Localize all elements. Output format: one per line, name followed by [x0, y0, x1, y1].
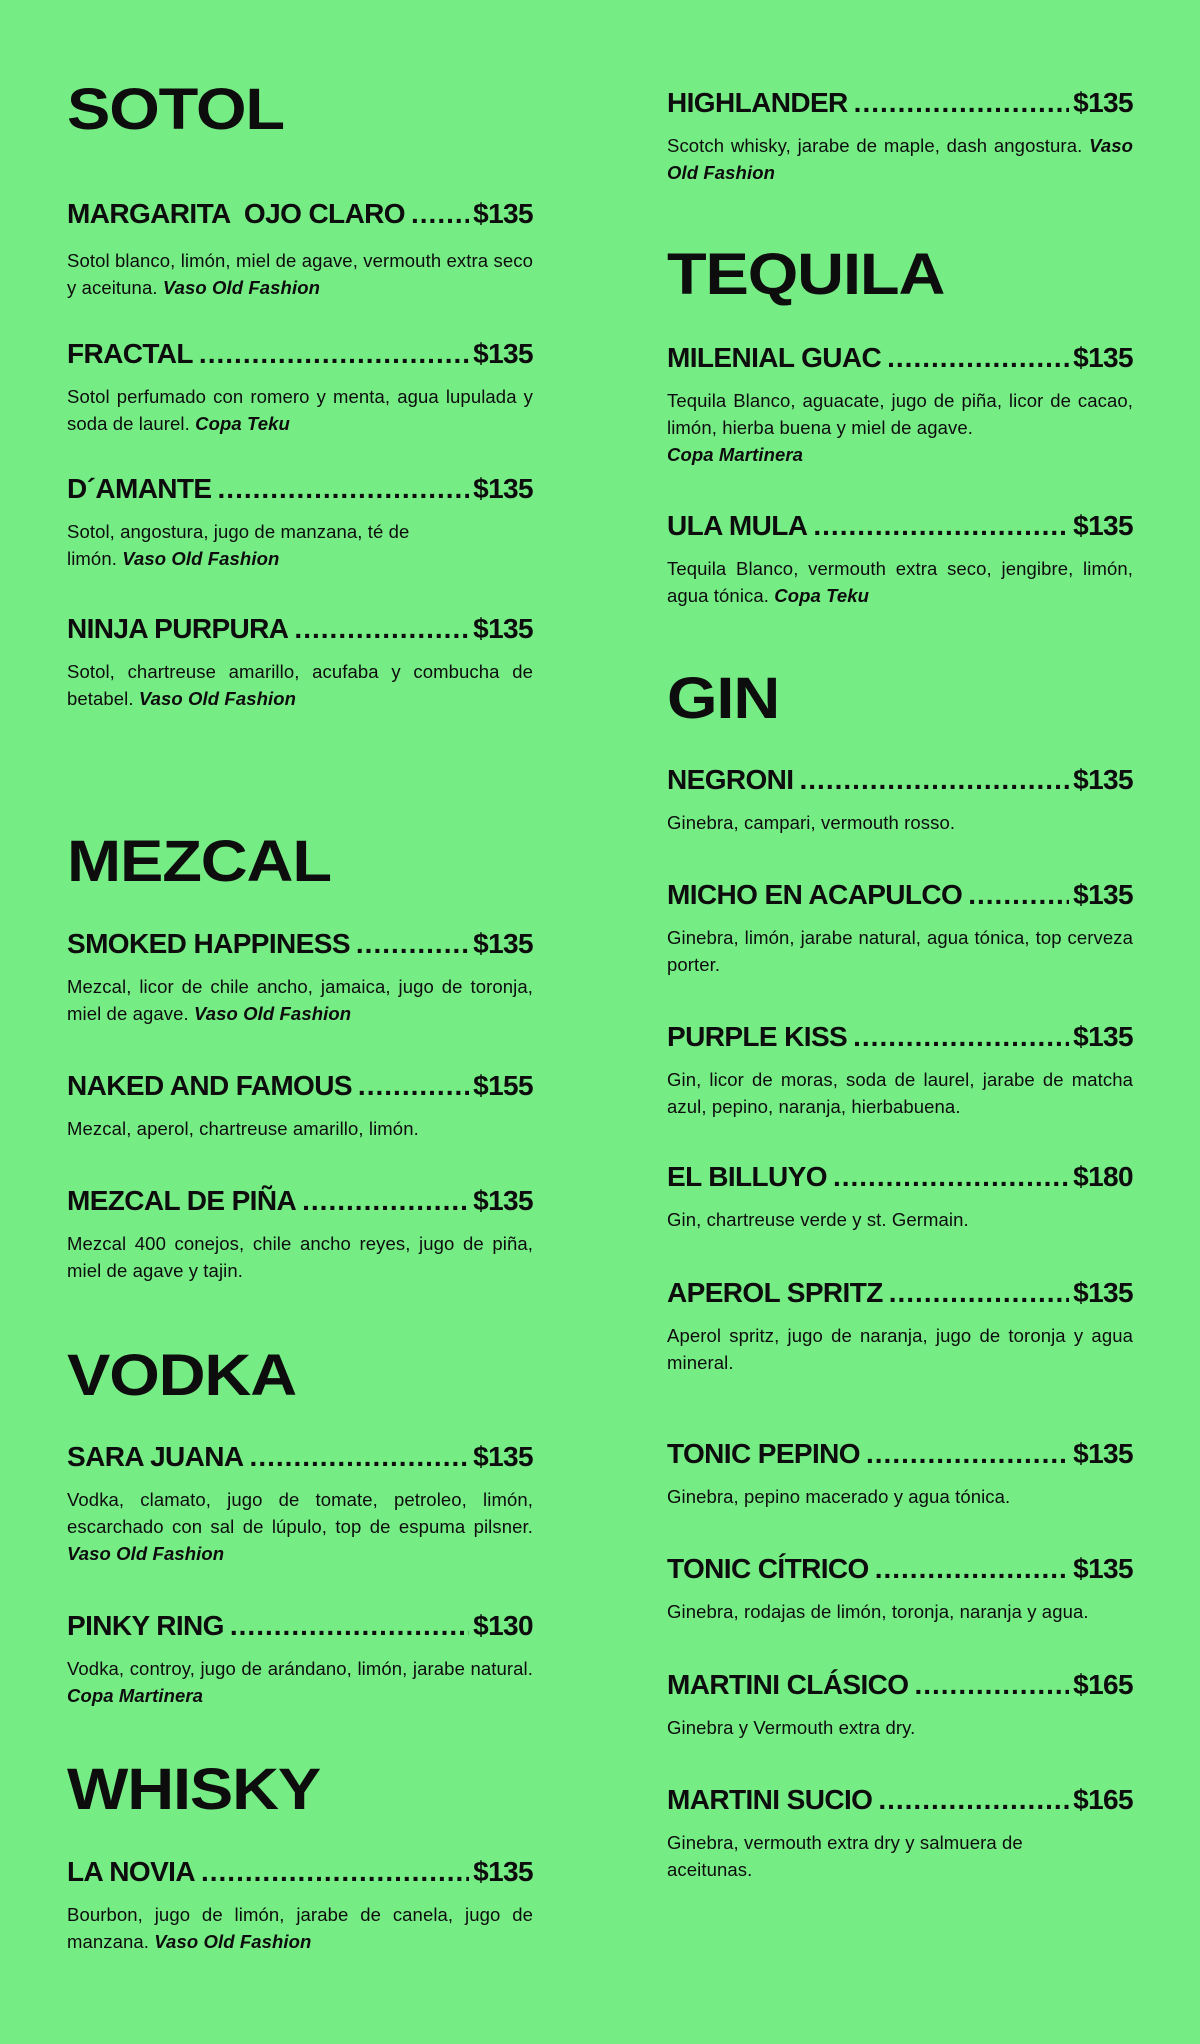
item-description: Vodka, clamato, jugo de tomate, petroleo, limón, escarchado con sal de lúpulo, top de espuma pilsner. Vaso Old Fashion [67, 1489, 533, 1564]
item-price: $135 [473, 338, 533, 369]
dot-leader [411, 197, 469, 231]
item-description: Bourbon, jugo de limón, jarabe de canela, jugo de manzana. Vaso Old Fashion [67, 1904, 533, 1952]
glass-type: Vaso Old Fashion [154, 1931, 312, 1952]
item-name: MARTINI CLÁSICO [667, 1669, 909, 1700]
item-name: D´AMANTE [67, 473, 212, 504]
item-price: $135 [1073, 87, 1133, 118]
glass-type: Vaso Old Fashion [67, 1543, 225, 1564]
dot-leader [887, 341, 1069, 375]
item-description: Sotol, chartreuse amarillo, acufaba y combucha de betabel. Vaso Old Fashion [67, 661, 533, 709]
dot-leader [866, 1437, 1069, 1471]
menu-item [67, 1855, 533, 1955]
item-name: MARGARITA OJO CLARO [67, 198, 405, 229]
item-name: ULA MULA [667, 510, 808, 541]
menu-item [667, 1160, 1133, 1233]
section-title-gin: GIN [667, 666, 780, 731]
item-description: Gin, chartreuse verde y st. Germain. [667, 1209, 969, 1230]
item-price: $135 [473, 198, 533, 229]
item-name: FRACTAL [67, 338, 193, 369]
glass-type: Vaso Old Fashion [667, 135, 1133, 183]
menu-item [67, 1069, 533, 1142]
menu-item [67, 1609, 533, 1709]
item-price: $135 [1073, 879, 1133, 910]
item-price: $135 [473, 1856, 533, 1887]
glass-type: Vaso Old Fashion [193, 1003, 352, 1024]
item-name: PINKY RING [67, 1610, 224, 1641]
item-price: $130 [473, 1610, 533, 1641]
dot-leader [250, 1440, 470, 1474]
item-description: Gin, licor de moras, soda de laurel, jarabe de matcha azul, pepino, naranja, hierbabuena. [667, 1069, 1133, 1117]
glass-type: Copa Martinera [67, 1685, 204, 1706]
item-price: $135 [1073, 342, 1133, 373]
item-name: TONIC CÍTRICO [667, 1553, 869, 1584]
item-price: $135 [473, 1441, 533, 1472]
item-name: NAKED AND FAMOUS [67, 1070, 352, 1101]
dot-leader [854, 86, 1069, 120]
glass-type: Copa Teku [774, 585, 870, 606]
dot-leader [302, 1184, 469, 1218]
menu-item [667, 1437, 1133, 1510]
item-description: Ginebra, pepino macerado y agua tónica. [667, 1486, 1011, 1507]
item-name: MARTINI SUCIO [667, 1784, 873, 1815]
item-price: $165 [1073, 1669, 1133, 1700]
menu-item [667, 1783, 1133, 1883]
item-name: PURPLE KISS [667, 1021, 848, 1052]
item-name: SARA JUANA [67, 1441, 244, 1472]
dot-leader [878, 1783, 1069, 1817]
menu-item [667, 341, 1133, 468]
item-name: NINJA PURPURA [67, 613, 289, 644]
menu-item [67, 337, 533, 437]
item-price: $135 [473, 613, 533, 644]
menu-item [667, 1020, 1133, 1120]
item-name: LA NOVIA [67, 1856, 195, 1887]
item-description: Aperol spritz, jugo de naranja, jugo de toronja y agua mineral. [667, 1325, 1133, 1373]
item-price: $135 [1073, 764, 1133, 795]
item-price: $135 [473, 928, 533, 959]
item-price: $180 [1073, 1161, 1133, 1192]
glass-type: Copa Martinera [667, 444, 804, 465]
item-description: Scotch whisky, jarabe de maple, dash angostura. Vaso Old Fashion [667, 135, 1133, 183]
menu-item [67, 1184, 533, 1284]
item-price: $155 [473, 1070, 533, 1101]
menu-item [67, 197, 533, 301]
section-title-tequila: TEQUILA [667, 242, 945, 307]
item-price: $135 [473, 1185, 533, 1216]
section-title-whisky: WHISKY [67, 1757, 321, 1822]
menu-item [667, 509, 1133, 609]
menu-item [67, 472, 533, 572]
item-name: SMOKED HAPPINESS [67, 928, 350, 959]
item-price: $135 [1073, 1021, 1133, 1052]
item-description: Ginebra, vermouth extra dry y salmuera de aceitunas. [667, 1832, 1023, 1880]
menu-item [667, 86, 1133, 186]
item-price: $135 [1073, 1277, 1133, 1308]
item-name: HIGHLANDER [667, 87, 848, 118]
item-price: $165 [1073, 1784, 1133, 1815]
item-name: NEGRONI [667, 764, 794, 795]
dot-leader [294, 612, 469, 646]
menu-item [667, 878, 1133, 978]
item-name: APEROL SPRITZ [667, 1277, 883, 1308]
dot-leader [358, 1069, 469, 1103]
menu-item [667, 1668, 1133, 1741]
dot-leader [813, 509, 1069, 543]
item-description: Mezcal 400 conejos, chile ancho reyes, jugo de piña, miel de agave y tajin. [67, 1233, 533, 1281]
menu-item [667, 1276, 1133, 1376]
item-description: Ginebra, campari, vermouth rosso. [667, 812, 956, 833]
item-price: $135 [473, 473, 533, 504]
item-description: Ginebra, limón, jarabe natural, agua tónica, top cerveza porter. [667, 927, 1133, 975]
dot-leader [853, 1020, 1069, 1054]
glass-type: Copa Teku [195, 413, 290, 434]
item-name: TONIC PEPINO [667, 1438, 860, 1469]
menu-item [67, 1440, 533, 1567]
item-description: Tequila Blanco, vermouth extra seco, jengibre, limón, agua tónica. Copa Teku [667, 558, 1133, 606]
item-price: $135 [1073, 510, 1133, 541]
item-description: Sotol blanco, limón, miel de agave, vermouth extra seco y aceituna. Vaso Old Fashion [67, 250, 533, 298]
menu-item [67, 927, 533, 1027]
section-title-vodka: VODKA [67, 1343, 297, 1408]
dot-leader [914, 1668, 1069, 1702]
item-description: Mezcal, aperol, chartreuse amarillo, limón. [67, 1118, 419, 1139]
dot-leader [799, 763, 1069, 797]
menu-item [667, 763, 1133, 836]
dot-leader [356, 927, 469, 961]
dot-leader [218, 472, 470, 506]
item-description: Ginebra y Vermouth extra dry. [667, 1717, 916, 1738]
dot-leader [201, 1855, 469, 1889]
item-description: Tequila Blanco, aguacate, jugo de piña, licor de cacao, limón, hierba buena y miel de agave. Copa Martinera [667, 390, 1133, 465]
glass-type: Vaso Old Fashion [122, 548, 280, 569]
item-description: Vodka, controy, jugo de arándano, limón, jarabe natural. Copa Martinera [67, 1658, 533, 1706]
item-description: Mezcal, licor de chile ancho, jamaica, jugo de toronja, miel de agave. Vaso Old Fashion [67, 976, 533, 1024]
dot-leader [199, 337, 469, 371]
item-price: $135 [1073, 1553, 1133, 1584]
item-description: Ginebra, rodajas de limón, toronja, naranja y agua. [667, 1601, 1089, 1622]
glass-type: Vaso Old Fashion [138, 688, 297, 709]
section-title-mezcal: MEZCAL [67, 829, 331, 894]
item-price: $135 [1073, 1438, 1133, 1469]
item-name: MICHO EN ACAPULCO [667, 879, 963, 910]
dot-leader [230, 1609, 469, 1643]
item-name: EL BILLUYO [667, 1161, 827, 1192]
glass-type: Vaso Old Fashion [162, 277, 320, 298]
dot-leader [875, 1552, 1069, 1586]
section-title-sotol: SOTOL [67, 77, 284, 142]
dot-leader [968, 878, 1069, 912]
menu-item [667, 1552, 1133, 1625]
dot-leader [833, 1160, 1069, 1194]
item-name: MEZCAL DE PIÑA [67, 1185, 297, 1216]
dot-leader [889, 1276, 1069, 1310]
menu-item [67, 612, 533, 712]
item-description: Sotol perfumado con romero y menta, agua lupulada y soda de laurel. Copa Teku [67, 386, 533, 434]
item-name: MILENIAL GUAC [667, 342, 882, 373]
item-description: Sotol, angostura, jugo de manzana, té de limón. Vaso Old Fashion [67, 521, 410, 569]
